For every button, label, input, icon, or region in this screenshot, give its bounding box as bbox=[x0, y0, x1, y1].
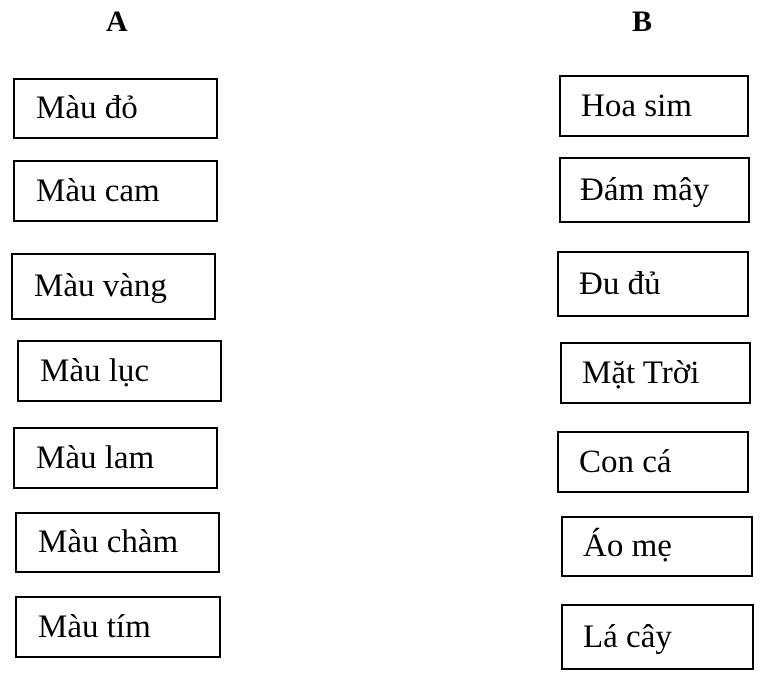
column-b-item-papaya bbox=[557, 251, 749, 317]
column-b-heading: B bbox=[632, 5, 653, 38]
column-b-item-leaf bbox=[561, 604, 754, 670]
column-b-item-label: Hoa sim bbox=[581, 87, 692, 124]
column-b-item-label: Con cá bbox=[579, 443, 672, 480]
column-b-item-label: Đám mây bbox=[580, 171, 710, 208]
column-a-item-blue bbox=[13, 427, 218, 489]
column-a-item-label: Màu cam bbox=[36, 172, 160, 209]
column-b-item-label: Đu đủ bbox=[579, 265, 661, 302]
column-a-item-violet bbox=[15, 596, 221, 658]
column-b-item-label: Lá cây bbox=[583, 618, 672, 655]
column-a-heading: A bbox=[106, 5, 128, 38]
column-a-item-orange bbox=[13, 160, 218, 222]
column-a-item-green bbox=[17, 340, 222, 402]
column-b-item-label: Mặt Trời bbox=[582, 354, 700, 391]
column-a-item-red bbox=[13, 78, 218, 139]
column-b-item-sun bbox=[560, 342, 751, 404]
column-b-item-myrtle-flower bbox=[559, 75, 749, 137]
column-a-item-indigo bbox=[15, 512, 220, 573]
column-b-item-fish bbox=[557, 431, 749, 493]
column-b-item-cloud bbox=[559, 157, 750, 223]
column-a-item-label: Màu lục bbox=[40, 352, 150, 389]
column-b-item-mothers-shirt bbox=[561, 516, 753, 577]
column-b-item-label: Áo mẹ bbox=[583, 528, 672, 564]
column-a-item-label: Màu đỏ bbox=[36, 90, 138, 126]
column-a-item-label: Màu vàng bbox=[34, 268, 167, 304]
column-a-item-label: Màu tím bbox=[38, 608, 151, 645]
column-a-item-label: Màu lam bbox=[36, 439, 155, 476]
column-a-item-label: Màu chàm bbox=[38, 524, 179, 560]
column-a-item-yellow bbox=[11, 253, 216, 320]
